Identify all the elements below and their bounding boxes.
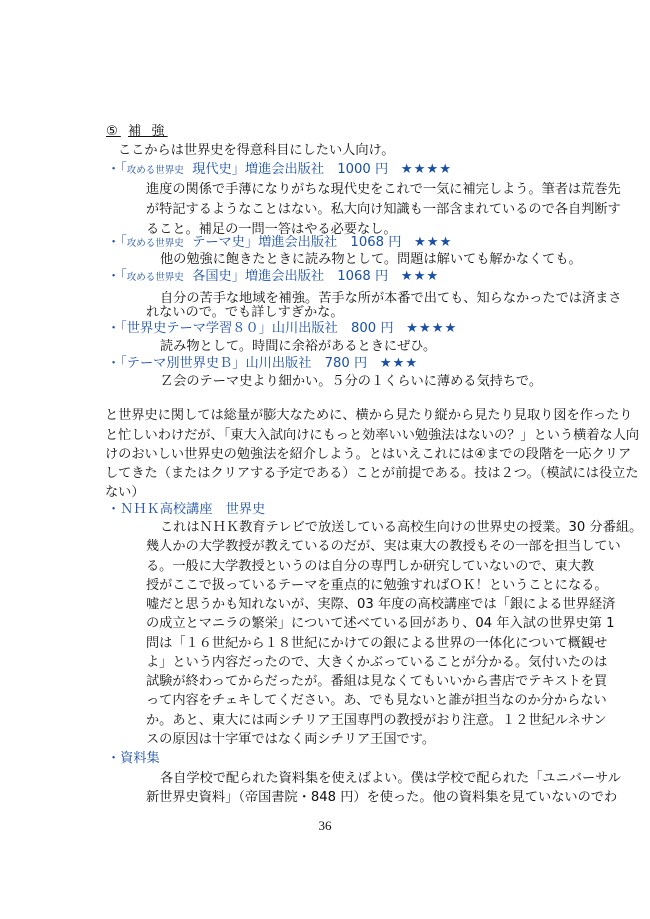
book-desc-line: ること。補足の一問一答はやる必要なし。 — [146, 222, 397, 237]
book-name: テーマ史」増進会出版社 1068 円 — [192, 235, 402, 250]
book-title — [107, 235, 452, 252]
paragraph-line: してきた（またはクリアする予定である）ことが前提である。技は２つ。（模試には役立た — [105, 466, 639, 481]
book-desc-line: 自分の苦手な地域を補強。苦手な所が本番で出ても、知らなかったでは済まさ — [160, 291, 622, 306]
rating-stars: ★★★★ — [400, 162, 453, 177]
paragraph-line: けのおいしい世界史の勉強法を紹介しよう。とはいえこれには④までの段階を一応クリア — [105, 447, 632, 462]
book-name: 現代史」増進会出版社 1000 円 — [192, 162, 389, 177]
book-desc-line: れないので。でも詳しすぎかな。 — [146, 305, 344, 320]
section-heading — [106, 124, 168, 140]
method-body-line: か。あと、東大には両シチリア王国専門の教授がおり注意。１２世紀ルネサン — [146, 713, 607, 728]
method-body-line: 各自学校で配られた資料集を使えばよい。僕は学校で配られた「ユニバーサル — [160, 771, 621, 786]
method-body-line: 試験が終わってからだったが。番組は見なくてもいいから書店でテキストを買 — [146, 674, 608, 689]
book-prefix: ・ — [107, 321, 121, 336]
book-series: 攻める世界史 — [126, 272, 184, 283]
book-name: 各国史」増進会出版社 1068 円 — [192, 269, 389, 284]
book-desc-line: Ｚ会のテーマ史より細かい。５分の１くらいに薄める気持ちで。 — [160, 374, 543, 389]
rating-stars: ★★★ — [400, 269, 440, 284]
rating-stars: ★★★ — [413, 235, 453, 250]
method-body-line: スの原因は十字軍ではなく両シチリア王国です。 — [146, 732, 436, 747]
book-title — [107, 321, 457, 337]
paragraph-line: と忙しいわけだが、「東大入試向けにもっと効率いい勉強法はないの？」という横着な人向 — [105, 428, 640, 443]
rating-stars: ★★★★ — [406, 321, 458, 336]
book-desc-line: 読み物として。時間に余裕があるときにぜひ。 — [160, 339, 437, 354]
book-title — [107, 356, 418, 372]
book-title — [107, 269, 439, 286]
method-body-line: 授がここで扱っているテーマを重点的に勉強すればＯＫ！ということになる。 — [146, 578, 608, 593]
rating-stars: ★★★ — [379, 356, 419, 371]
method-body-line: 新世界史資料」（帝国書院・848 円）を使った。他の資料集を見ていないのでわ — [146, 790, 618, 805]
method-body-line: 幾人かの大学教授が教えているのだが、実は東大の教授もその一部を担当してい — [146, 539, 621, 554]
method-body-line: 問は「１６世紀から１８世紀にかけての銀による世界の一体化について概観せ — [146, 636, 608, 651]
book-desc-line: が特記するようなことはない。私大向け知識も一部含まれているので各自判断す — [146, 202, 621, 217]
method-body-line: って内容をチェキしてください。あ、でも見ないと誰が担当なのか分からない — [146, 693, 607, 708]
book-series: 攻める世界史 — [126, 238, 184, 249]
section-intro: ここからは世界史を得意科目にしたい人向け。 — [118, 143, 395, 158]
method-body-line: る。一般に大学教授というのは自分の専門しか研究していないので、東大教 — [146, 559, 595, 574]
section-number: ⑤ — [106, 124, 121, 139]
book-desc-line: 他の勉強に飽きたときに読み物として。問題は解いても解かなくても。 — [160, 252, 582, 267]
section-title: 補 強 — [128, 124, 168, 139]
book-name: 「テーマ別世界史Ｂ」山川出版社 780 円 — [120, 356, 368, 371]
method-body-line: これはＮＨＫ教育テレビで放送している高校生向けの世界史の授業。30 分番組。 — [160, 520, 643, 535]
paragraph-line: ない） — [105, 485, 145, 500]
method-heading: ・資料集 — [107, 751, 160, 766]
book-prefix: ・「 — [107, 162, 127, 177]
book-prefix: ・「 — [107, 235, 127, 250]
book-title — [107, 162, 452, 179]
method-body-line: よ」という内容だったので、大きくかぶっていることが分かる。気付いたのは — [146, 655, 608, 670]
book-prefix: ・「 — [107, 269, 127, 284]
paragraph-line: と世界史に関しては総量が膨大なために、横から見たり縦から見たり見取り図を作ったり — [105, 408, 633, 423]
page-number: 36 — [318, 818, 332, 833]
method-body-line: の成立とマニラの繁栄」について述べている回があり、04 年入試の世界史第 1 — [146, 616, 615, 631]
method-heading: ・ＮＨＫ高校講座 世界史 — [107, 502, 266, 517]
method-body-line: 嘘だと思うかも知れないが、実際、03 年度の高校講座では「銀による世界経済 — [146, 597, 616, 612]
book-desc-line: 進度の関係で手薄になりがちな現代史をこれで一気に補完しよう。筆者は荒巻先 — [146, 182, 621, 197]
book-series: 攻める世界史 — [126, 165, 184, 176]
book-name: 「世界史テーマ学習８０」山川出版社 800 円 — [120, 321, 394, 336]
book-prefix: ・ — [107, 356, 121, 371]
